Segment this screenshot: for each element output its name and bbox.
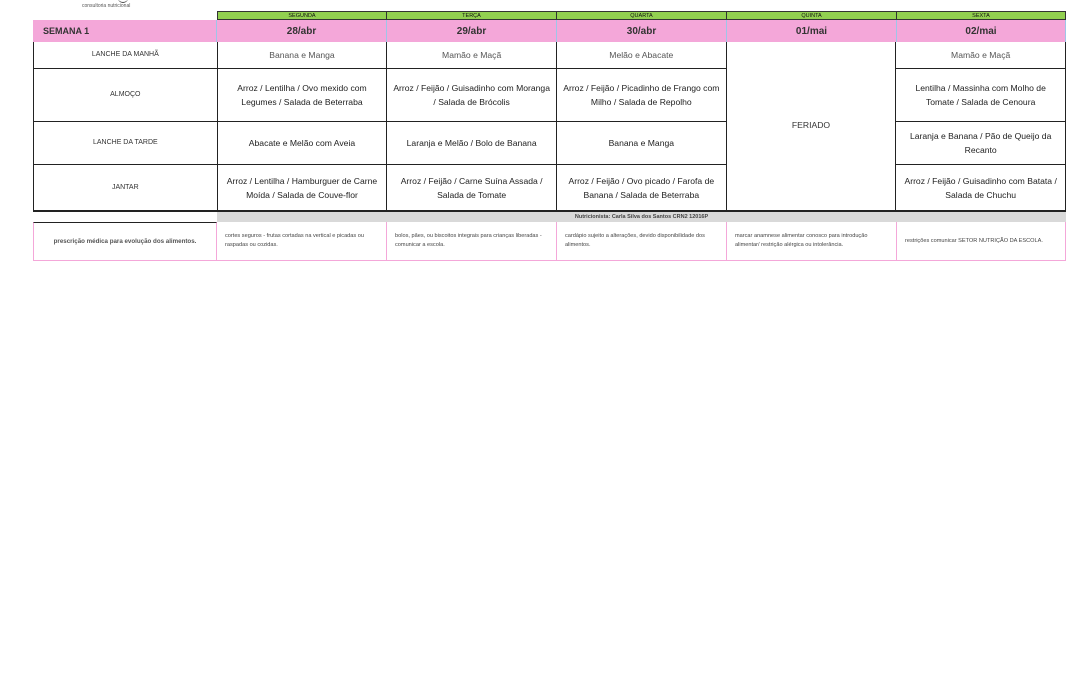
day-header-monday: SEGUNDA (217, 11, 387, 20)
meal-cell: Arroz / Feijão / Guisadinho com Batata / Salada de Chuchu (904, 175, 1057, 200)
day-header-thursday: QUINTA (727, 11, 897, 20)
meal-cell: Lentilha / Massinha com Molho de Tomate / Salada de Cenoura (915, 83, 1046, 107)
meal-cell: Banana e Manga (218, 42, 388, 68)
meal-cell: Arroz / Lentilha / Hamburguer de Carne Moída / Salada de Couve-flor (218, 165, 388, 210)
meal-cell: Mamão e Maçã (387, 42, 557, 68)
meal-label: JANTAR (34, 165, 218, 210)
meal-cell: Arroz / Feijão / Carne Suína Assada / Salada de Tomate (387, 165, 557, 210)
meal-cell: Mamão e Maçã (951, 50, 1011, 60)
note-cell-alert: restrições comunicar SETOR NUTRIÇÃO DA ESCOLA. (897, 222, 1066, 260)
day-header-spacer (33, 11, 217, 20)
meal-row-dinner (34, 165, 1065, 211)
date-monday: 28/abr (217, 20, 387, 42)
meal-cell: Banana e Manga (557, 122, 727, 164)
day-header-friday: SEXTA (897, 11, 1066, 20)
meal-row-morning-snack (34, 42, 1065, 69)
meal-row-lunch (34, 69, 1065, 122)
notes-row (33, 222, 1066, 261)
note-cell: cortes seguros - frutas cortadas na vertical e picadas ou raspadas ou cozidas. (217, 222, 387, 260)
notes-label: prescrição médica para evolução dos alimentos. (33, 222, 217, 260)
meal-cell: Laranja e Melão / Bolo de Banana (387, 122, 557, 164)
meal-cell: Arroz / Feijão / Guisadinho com Moranga / Salada de Brócolis (387, 69, 557, 121)
note-cell: marcar anamnese alimentar conosco para introdução alimentar/ restrição alérgica ou intolerância. (727, 222, 897, 260)
week-row (33, 20, 1066, 42)
meal-cell: Arroz / Lentilha / Ovo mexido com Legumes / Salada de Beterraba (218, 69, 388, 121)
date-thursday: 01/mai (727, 20, 897, 42)
day-header-wednesday: QUARTA (557, 11, 727, 20)
holiday-cell: FERIADO (726, 42, 896, 207)
meal-cell: Melão e Abacate (557, 42, 727, 68)
meal-label: LANCHE DA MANHÃ (34, 42, 218, 68)
date-tuesday: 29/abr (387, 20, 557, 42)
meal-row-afternoon-snack (34, 122, 1065, 165)
logo-caption: consultoria nutricional (82, 3, 131, 9)
nutritionist-bar: Nutricionista: Carla Silva dos Santos CRN2 12016P (217, 212, 1066, 222)
menu-grid (33, 11, 1066, 261)
date-wednesday: 30/abr (557, 20, 727, 42)
meal-label: ALMOÇO (34, 69, 218, 121)
note-cell: cardápio sujeito a alterações, devido disponibilidade dos alimentos. (557, 222, 727, 260)
week-label: SEMANA 1 (33, 20, 217, 42)
meal-cell: Arroz / Feijão / Picadinho de Frango com Milho / Salada de Repolho (557, 69, 727, 121)
date-friday: 02/mai (897, 20, 1066, 42)
day-header-row (33, 11, 1066, 20)
meals-table (33, 42, 1066, 212)
day-header-tuesday: TERÇA (387, 11, 557, 20)
note-cell: bolos, pães, ou biscoitos integrais para crianças liberadas - comunicar a escola. (387, 222, 557, 260)
meal-label: LANCHE DA TARDE (34, 122, 218, 164)
meal-cell: Laranja e Banana / Pão de Queijo da Recanto (909, 131, 1052, 155)
meal-cell: Arroz / Feijão / Ovo picado / Farofa de Banana / Salada de Beterraba (557, 165, 727, 210)
meal-cell: Abacate e Melão com Aveia (218, 122, 388, 164)
